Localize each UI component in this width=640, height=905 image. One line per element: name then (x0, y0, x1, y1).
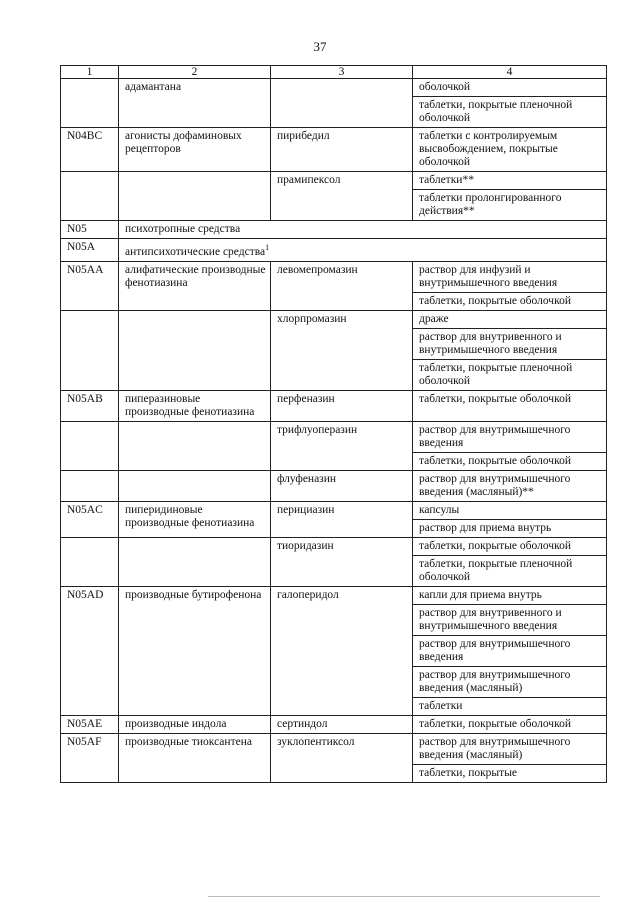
group-name (119, 310, 271, 390)
drug-name: перициазин (271, 501, 413, 537)
drug-name: хлорпромазин (271, 310, 413, 390)
atc-code: N05AD (61, 586, 119, 715)
dosage-form: раствор для инфузий и внутримышечного введения (413, 261, 607, 292)
group-name: агонисты дофаминовых рецепторов (119, 128, 271, 172)
drug-name: флуфеназин (271, 470, 413, 501)
section-title (119, 221, 607, 239)
section-title-text: антипсихотические средства (125, 245, 266, 258)
atc-code: N05AF (61, 733, 119, 782)
dosage-form: раствор для внутримышечного введения (масляный)** (413, 470, 607, 501)
table-row (61, 79, 607, 97)
atc-code (61, 537, 119, 586)
drug-name: тиоридазин (271, 537, 413, 586)
dosage-form: таблетки, покрытые пленочной оболочкой (413, 97, 607, 128)
drug-name: прамипексол (271, 172, 413, 221)
dosage-form: раствор для приема внутрь (413, 519, 607, 537)
group-name: алифатические производные фенотиазина (119, 261, 271, 310)
section-title (119, 239, 607, 262)
dosage-form: таблетки, покрытые пленочной оболочкой (413, 555, 607, 586)
atc-code: N05AA (61, 261, 119, 310)
table-row (61, 537, 607, 555)
atc-code (61, 310, 119, 390)
dosage-form: таблетки, покрытые оболочкой (413, 390, 607, 421)
table-row (61, 715, 607, 733)
table-row (61, 501, 607, 519)
footnote-mark: 1 (265, 243, 270, 252)
dosage-form: раствор для внутримышечного введения (масляный) (413, 733, 607, 764)
atc-code: N04BC (61, 128, 119, 172)
atc-code: N05A (61, 239, 119, 262)
table-body (61, 79, 607, 783)
column-header: 2 (119, 66, 271, 79)
dosage-form: раствор для внутримышечного введения (413, 635, 607, 666)
column-header: 1 (61, 66, 119, 79)
section-title-text: психотропные средства (125, 223, 241, 235)
drug-name: левомепромазин (271, 261, 413, 310)
table-row (61, 128, 607, 172)
dosage-form: таблетки, покрытые оболочкой (413, 292, 607, 310)
atc-code (61, 172, 119, 221)
dosage-form: таблетки пролонгированного действия** (413, 190, 607, 221)
group-name: пиперазиновые производные фенотиазина (119, 390, 271, 421)
table-row (61, 470, 607, 501)
dosage-form: таблетки с контролируемым высвобождением, покрытые оболочкой (413, 128, 607, 172)
section-row (61, 239, 607, 262)
drug-table (60, 65, 607, 783)
table-row (61, 390, 607, 421)
drug-name (271, 79, 413, 128)
table-row (61, 310, 607, 328)
dosage-form: таблетки, покрытые пленочной оболочкой (413, 359, 607, 390)
table-row (61, 421, 607, 452)
dosage-form: капли для приема внутрь (413, 586, 607, 604)
group-name: адамантана (119, 79, 271, 128)
atc-code: N05AC (61, 501, 119, 537)
group-name (119, 470, 271, 501)
column-header: 3 (271, 66, 413, 79)
dosage-form: оболочкой (413, 79, 607, 97)
table-row (61, 172, 607, 190)
dosage-form: таблетки, покрытые (413, 764, 607, 782)
dosage-form: таблетки, покрытые оболочкой (413, 452, 607, 470)
atc-code (61, 421, 119, 470)
dosage-form: раствор для внутримышечного введения (масляный) (413, 666, 607, 697)
table-row (61, 733, 607, 764)
dosage-form: капсулы (413, 501, 607, 519)
dosage-form: раствор для внутримышечного введения (413, 421, 607, 452)
atc-code (61, 470, 119, 501)
drug-name: трифлуоперазин (271, 421, 413, 470)
group-name: производные бутирофенона (119, 586, 271, 715)
drug-name: сертиндол (271, 715, 413, 733)
dosage-form: драже (413, 310, 607, 328)
table-row (61, 586, 607, 604)
section-row (61, 221, 607, 239)
group-name: пиперидиновые производные фенотиазина (119, 501, 271, 537)
group-name (119, 172, 271, 221)
atc-code: N05AE (61, 715, 119, 733)
dosage-form: таблетки, покрытые оболочкой (413, 715, 607, 733)
group-name (119, 421, 271, 470)
dosage-form: раствор для внутривенного и внутримышечного введения (413, 328, 607, 359)
dosage-form: раствор для внутривенного и внутримышечного введения (413, 604, 607, 635)
page-number: 37 (313, 39, 327, 54)
column-header: 4 (413, 66, 607, 79)
table-row (61, 261, 607, 292)
dosage-form: таблетки (413, 697, 607, 715)
dosage-form: таблетки, покрытые оболочкой (413, 537, 607, 555)
bottom-divider (208, 896, 600, 897)
drug-name: перфеназин (271, 390, 413, 421)
group-name (119, 537, 271, 586)
dosage-form: таблетки** (413, 172, 607, 190)
table-header-row (61, 66, 607, 79)
drug-name: зуклопентиксол (271, 733, 413, 782)
atc-code (61, 79, 119, 128)
drug-name: галоперидол (271, 586, 413, 715)
drug-name: пирибедил (271, 128, 413, 172)
group-name: производные тиоксантена (119, 733, 271, 782)
atc-code: N05 (61, 221, 119, 239)
group-name: производные индола (119, 715, 271, 733)
atc-code: N05AB (61, 390, 119, 421)
